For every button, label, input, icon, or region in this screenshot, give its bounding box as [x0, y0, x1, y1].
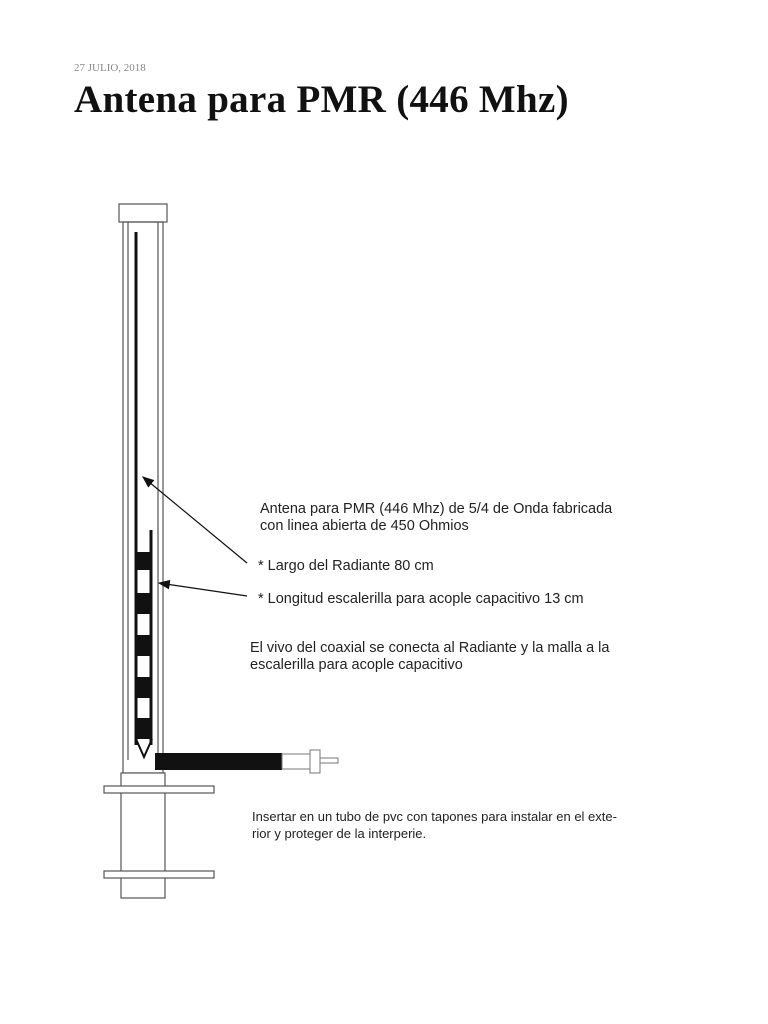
- radiator-arrow: [143, 477, 247, 563]
- radiator-length-note: * Largo del Radiante 80 cm: [258, 558, 434, 574]
- coax-cable: [155, 750, 338, 773]
- ladder-arrow: [159, 583, 247, 596]
- ladder-line: [136, 530, 152, 757]
- pvc-tube: [104, 204, 214, 898]
- connection-note-line1: El vivo del coaxial se conecta al Radiante y la malla a la: [250, 640, 610, 656]
- description-line1: Antena para PMR (446 Mhz) de 5/4 de Onda fabricada: [260, 501, 613, 517]
- ladder-length-note: * Longitud escalerilla para acople capacitivo 13 cm: [258, 591, 584, 607]
- connection-note-line2: escalerilla para acople capacitivo: [250, 657, 463, 673]
- description-line2: con linea abierta de 450 Ohmios: [260, 518, 469, 534]
- install-note-line2: rior y proteger de la interperie.: [252, 826, 427, 841]
- install-note-line1: Insertar en un tubo de pvc con tapones para instalar en el exte-: [252, 809, 617, 824]
- post-date: 27 JULIO, 2018: [74, 62, 146, 74]
- page-title: Antena para PMR (446 Mhz): [74, 78, 569, 121]
